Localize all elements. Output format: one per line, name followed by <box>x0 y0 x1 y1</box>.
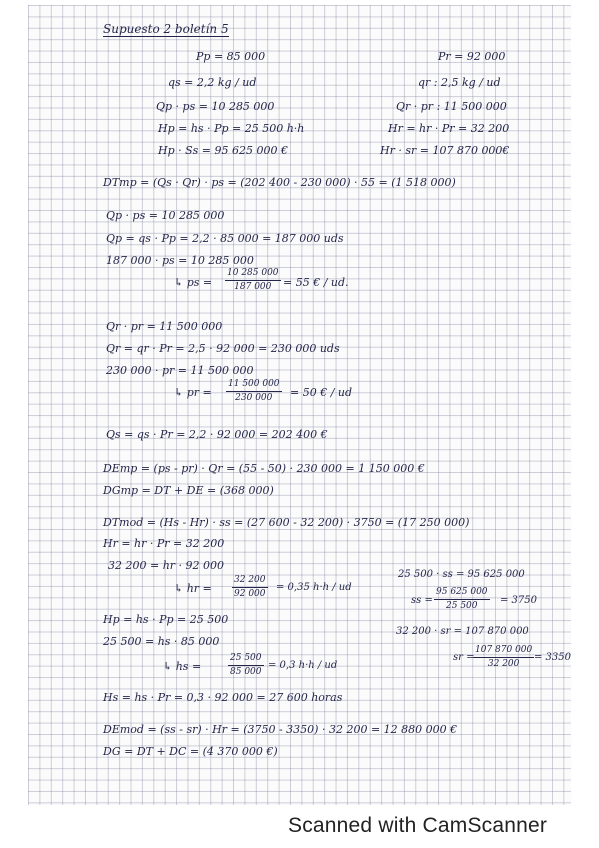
given-right-4: Hr = hr · Pr = 32 200 <box>388 122 510 135</box>
qr-fraction <box>226 380 282 403</box>
final-line-1: DEmod = (ss - sr) · Hr = (3750 - 3350) · 32 200 = 12 880 000 € <box>103 723 458 736</box>
given-left-3: Qp · ps = 10 285 000 <box>156 100 275 113</box>
fraction-denominator: 92 000 <box>234 589 266 599</box>
fraction-denominator: 32 200 <box>487 659 520 669</box>
qr-line-1: Qr · pr = 11 500 000 <box>106 320 223 333</box>
qp-line-4-result: = 55 € / ud. <box>283 276 349 289</box>
hs-line: Hs = hs · Pr = 0,3 · 92 000 = 27 600 horas <box>103 691 343 704</box>
qp-fraction <box>225 269 281 292</box>
dtmod-line-1: DTmod = (Hs - Hr) · ss = (27 600 - 32 200) · 3750 = (17 250 000) <box>103 516 470 529</box>
fraction-denominator: 230 000 <box>235 393 273 403</box>
qs-line: Qs = qs · Pr = 2,2 · 92 000 = 202 400 € <box>106 428 328 441</box>
given-left-4: Hp = hs · Pp = 25 500 h·h <box>158 122 305 135</box>
dtmod-line-4-prefix: ↳ hr = <box>174 582 212 595</box>
fraction-numerator: 107 870 000 <box>473 646 534 658</box>
qr-line-4-result: = 50 € / ud <box>290 386 353 399</box>
hp-line-3-prefix: ↳ hs = <box>163 660 202 673</box>
grid-paper-sheet <box>28 5 571 805</box>
side-calc-sr-fraction <box>473 646 534 669</box>
side-calc-sr-result: = 3350 <box>534 652 572 663</box>
dtmod-line-4-result: = 0,35 h·h / ud <box>276 582 352 593</box>
final-line-2: DG = DT + DC = (4 370 000 €) <box>103 745 278 758</box>
de-line-1: DEmp = (ps - pr) · Qr = (55 - 50) · 230 000 = 1 150 000 € <box>103 462 425 475</box>
given-right-1: Pr = 92 000 <box>438 50 506 63</box>
qp-line-3: 187 000 · ps = 10 285 000 <box>106 254 254 267</box>
dtmod-line-3: 32 200 = hr · 92 000 <box>108 559 225 572</box>
qr-line-4-prefix: ↳ pr = <box>174 386 212 399</box>
given-left-1: Pp = 85 000 <box>196 50 266 63</box>
fraction-numerator: 95 625 000 <box>434 588 490 600</box>
dtmod-line-2: Hr = hr · Pr = 32 200 <box>103 537 225 550</box>
fraction-denominator: 85 000 <box>230 667 262 677</box>
side-calc-sr-1: 32 200 · sr = 107 870 000 <box>396 626 529 637</box>
scanner-watermark: Scanned with CamScanner <box>288 814 548 837</box>
hp-line-1: Hp = hs · Pp = 25 500 <box>103 613 229 626</box>
dtmod-fraction <box>232 576 268 599</box>
fraction-denominator: 25 500 <box>446 601 478 611</box>
de-line-2: DGmp = DT + DE = (368 000) <box>103 484 274 497</box>
hp-fraction <box>228 654 264 677</box>
given-right-2: qr : 2,5 kg / ud <box>418 76 501 89</box>
qp-line-1: Qp · ps = 10 285 000 <box>106 209 225 222</box>
fraction-numerator: 25 500 <box>228 654 264 666</box>
fraction-numerator: 11 500 000 <box>226 380 282 392</box>
qr-line-3: 230 000 · pr = 11 500 000 <box>106 364 254 377</box>
hp-line-3-result: = 0,3 h·h / ud <box>268 660 338 671</box>
given-right-5: Hr · sr = 107 870 000€ <box>380 144 510 157</box>
qp-line-4-prefix: ↳ ps = <box>174 276 213 289</box>
given-left-2: qs = 2,2 kg / ud <box>168 76 257 89</box>
page-title: Supuesto 2 boletín 5 <box>103 22 229 36</box>
dtmp-line: DTmp = (Qs · Qr) · ps = (202 400 - 230 000) · 55 = (1 518 000) <box>103 176 456 189</box>
fraction-numerator: 10 285 000 <box>225 269 281 281</box>
side-calc-ss-fraction <box>434 588 490 611</box>
fraction-denominator: 187 000 <box>234 282 272 292</box>
given-right-3: Qr · pr : 11 500 000 <box>396 100 507 113</box>
fraction-numerator: 32 200 <box>232 576 268 588</box>
side-calc-ss-result: = 3750 <box>500 595 538 606</box>
side-calc-ss-1: 25 500 · ss = 95 625 000 <box>398 569 525 580</box>
given-left-5: Hp · Ss = 95 625 000 € <box>158 144 288 157</box>
side-calc-ss-prefix: ss = <box>411 595 433 606</box>
side-calc-sr-prefix: sr = <box>453 652 475 663</box>
hp-line-2: 25 500 = hs · 85 000 <box>103 635 220 648</box>
qr-line-2: Qr = qr · Pr = 2,5 · 92 000 = 230 000 uds <box>106 342 340 355</box>
qp-line-2: Qp = qs · Pp = 2,2 · 85 000 = 187 000 uds <box>106 232 344 245</box>
